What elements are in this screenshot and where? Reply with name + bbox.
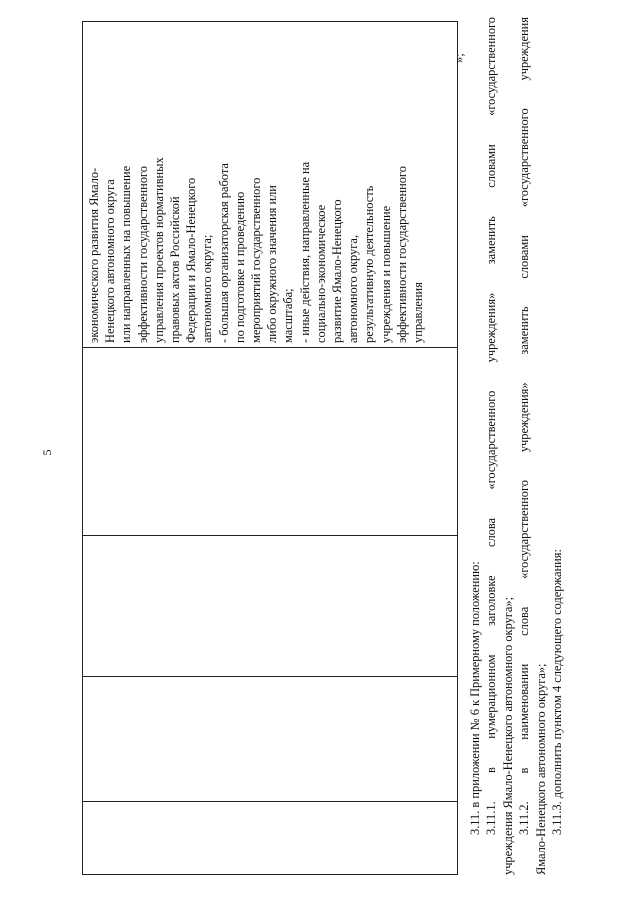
paragraph-3-11: 3.11. в приложении № 6 к Примерному положению: — [468, 561, 482, 835]
cell-line: Федерации и Ямало-Ненецкого — [184, 177, 199, 343]
paragraph-3-11-2-cont: Ямало-Ненецкого автономного округа»; — [533, 663, 548, 875]
cell-line: учреждения и повышение — [378, 205, 393, 343]
cell-line: правовых актов Российской — [168, 196, 183, 343]
amendment-paragraphs — [467, 17, 565, 875]
cell-line: мероприятий государственного — [249, 177, 264, 343]
paragraph-3-11-3: 3.11.3. дополнить пунктом 4 следующего содержания: — [550, 549, 565, 835]
cell-line: автономного округа; — [200, 234, 215, 343]
paragraph-3-11-1: 3.11.1. в нумерационном заголовке слова «государственного учреждения» заменить словами «государственного — [484, 17, 499, 835]
cell-line: социально-экономическое — [313, 204, 328, 343]
cell-line: управления — [411, 282, 426, 343]
paragraph-3-11-2: 3.11.2. в наименовании слова «государственного учреждения» заменить словами «государственного учреждения — [517, 17, 532, 835]
cell-line: - большая организаторская работа — [216, 163, 231, 343]
cell-line: по подготовке и проведению — [232, 191, 247, 343]
cell-line: управления проектов нормативных — [151, 157, 166, 343]
cell-line: автономного округа, — [346, 235, 361, 343]
table-cell-criteria-text — [83, 22, 458, 348]
cell-line: эффективности государственного — [394, 166, 409, 343]
table-row — [83, 22, 458, 875]
cell-line: - иные действия, направленные на — [297, 161, 312, 343]
cell-line: или направленных на повышение — [119, 165, 134, 343]
table-cell-empty-1 — [83, 677, 458, 802]
cell-line: либо окружного значения или — [265, 185, 280, 343]
page-number: 5 — [40, 449, 54, 456]
cell-line: результативную деятельность — [362, 185, 377, 343]
cell-line: масштаба; — [281, 288, 296, 343]
cell-line: эффективности государственного — [135, 166, 150, 343]
cell-line: Ненецкого автономного округа — [103, 179, 118, 343]
table-cell-empty-3 — [83, 348, 458, 536]
cell-line: развитие Ямало-Ненецкого — [330, 199, 345, 343]
table-cell-empty-2 — [83, 536, 458, 677]
document-table — [82, 21, 458, 875]
cell-line: экономического развития Ямало- — [87, 167, 101, 343]
closing-quote-mark: »; — [452, 53, 466, 63]
table-cell-number — [83, 802, 458, 875]
paragraph-3-11-1-cont: учреждения Ямало-Ненецкого автономного округа»; — [500, 596, 515, 875]
